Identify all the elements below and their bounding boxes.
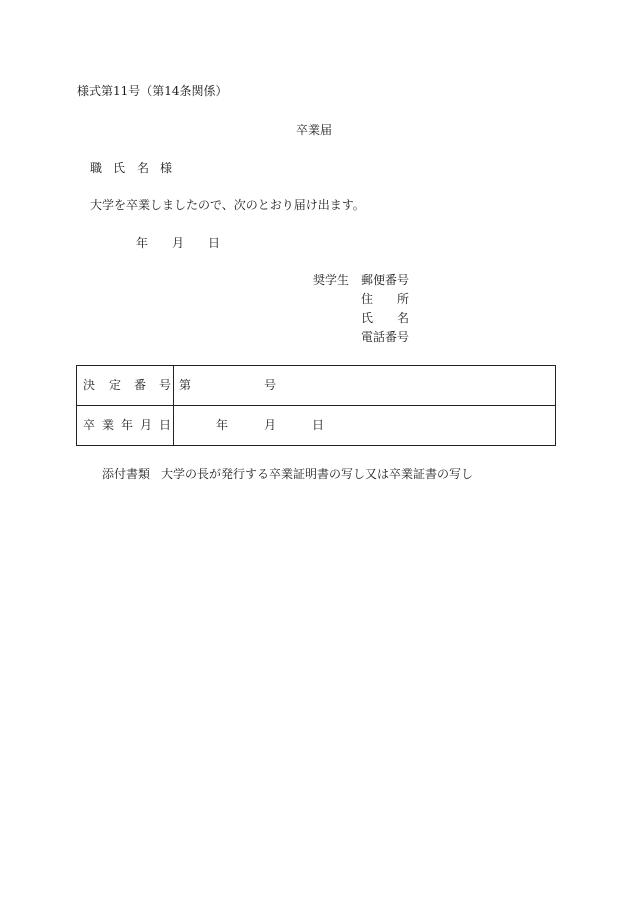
attachments-label: 添付書類 xyxy=(102,467,151,481)
graduation-date-value-cell[interactable] xyxy=(174,406,556,446)
date-year: 年 xyxy=(136,236,149,250)
document-title: 卒業届 xyxy=(296,123,333,137)
label-char: 日 xyxy=(159,418,172,432)
label-char: 卒 xyxy=(83,418,96,432)
addressee-char: 名 xyxy=(137,161,150,175)
graduation-month: 月 xyxy=(264,418,277,432)
decision-number-row xyxy=(77,366,556,406)
date-month: 月 xyxy=(172,236,185,250)
addressee-char: 職 xyxy=(90,161,103,175)
applicant-field-phone: 電話番号 xyxy=(361,330,410,344)
addressee-char: 氏 xyxy=(113,161,126,175)
decision-number-value-cell[interactable] xyxy=(174,366,556,406)
graduation-date-label-cell xyxy=(77,406,174,446)
label-char: 月 xyxy=(140,418,153,432)
decision-number-suffix: 号 xyxy=(264,378,277,392)
date-day: 日 xyxy=(208,236,221,250)
label-char: 年 xyxy=(121,418,134,432)
label-char: 決 xyxy=(83,378,96,392)
graduation-date-row xyxy=(77,406,556,446)
applicant-role: 奨学生 xyxy=(313,273,350,287)
statement: 大学を卒業しましたので、次のとおり届け出ます。 xyxy=(90,198,365,212)
label-char: 業 xyxy=(102,418,115,432)
form-number: 様式第11号（第14条関係） xyxy=(77,84,228,98)
decision-table xyxy=(76,365,556,446)
graduation-day: 日 xyxy=(312,418,325,432)
addressee-char: 様 xyxy=(160,161,173,175)
applicant-field-postal: 郵便番号 xyxy=(361,273,410,287)
decision-number-prefix: 第 xyxy=(179,378,192,392)
applicant-field-address: 住 所 xyxy=(361,292,410,306)
label-char: 号 xyxy=(159,378,172,392)
attachments-text: 大学の長が発行する卒業証明書の写し又は卒業証書の写し xyxy=(161,467,474,481)
graduation-year: 年 xyxy=(216,418,229,432)
decision-number-label-cell xyxy=(77,366,174,406)
label-char: 番 xyxy=(134,378,147,392)
applicant-field-name: 氏 名 xyxy=(361,311,410,325)
label-char: 定 xyxy=(109,378,122,392)
